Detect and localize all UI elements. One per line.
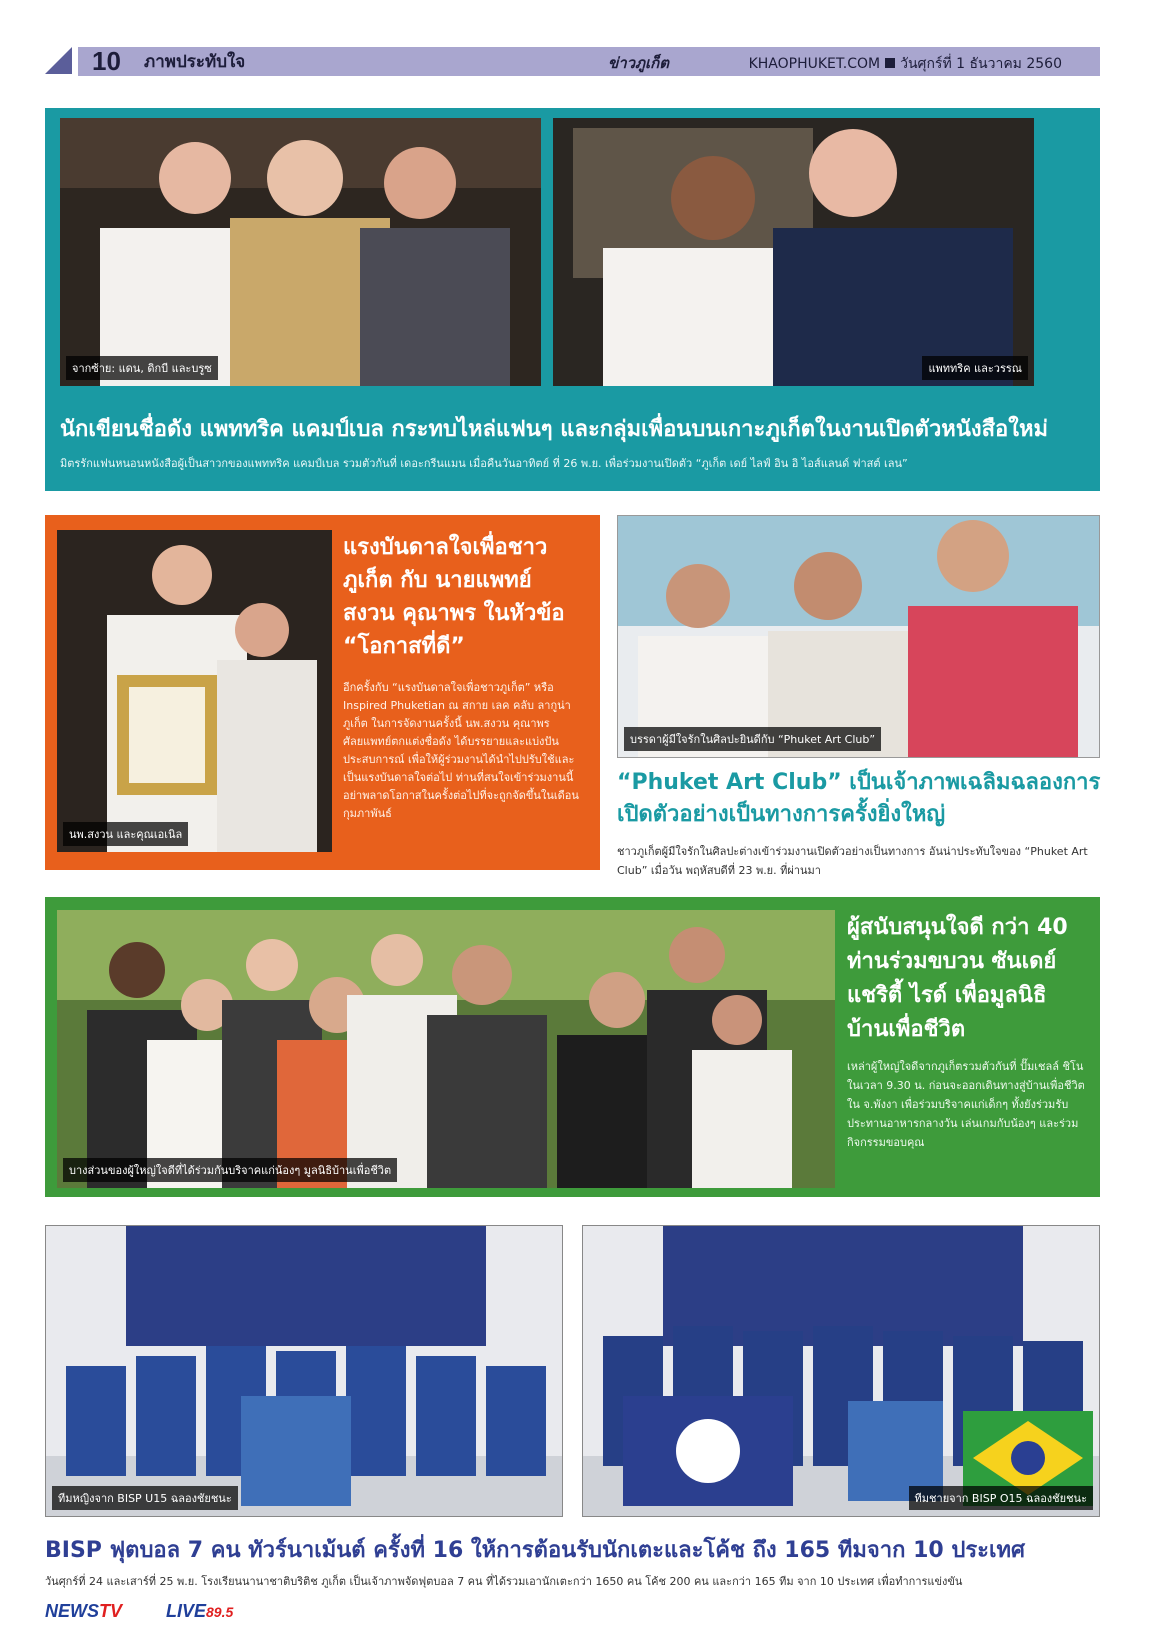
story-body: อีกครั้งกับ “แรงบันดาลใจเพื่อชาวภูเก็ต” หรือ Inspired Phuketian ณ สกาย เลค คลับ ลากูน่า ภูเก็ต ในการจัดงานครั้งนี้ นพ.สงวน คุณาพร ศัลยแพทย์ตกแต่งชื่อดัง ได้บรรยายและแบ่งปันประสบการณ์ เพื่อให้ผู้ร่วมงานได้นำไปปรับใช้และเป็นแรงบันดาลใจต่อไป ท่านที่สนใจเข้าร่วมงานนี้อย่าพลาดโอกาสในครั้งต่อไปที่จะถูกจัดขึ้นในเดือนกุมภาพันธ์ (343, 681, 579, 820)
site-and-date (749, 53, 1062, 75)
photo-doctor-award (57, 530, 332, 852)
photo-dan-digby-bruce (60, 118, 541, 386)
header-corner-mark (45, 47, 72, 74)
photo-caption: บรรดาผู้มีใจรักในศิลปะยินดีกับ “Phuket Art Club” (624, 727, 881, 751)
site-url[interactable]: KHAOPHUKET.COM (748, 56, 881, 72)
photo-people-illustration (618, 516, 1100, 758)
photo-people-illustration (60, 118, 541, 386)
photo-caption: ทีมหญิงจาก BISP U15 ฉลองชัยชนะ (52, 1486, 238, 1510)
photo-girls-team (45, 1225, 563, 1517)
story-charity-ride (45, 897, 1100, 1197)
news-tv-logo-news: NEWS (45, 1601, 99, 1621)
photo-boys-team (582, 1225, 1100, 1517)
issue-date: วันศุกร์ที่ 1 ธันวาคม 2560 (900, 56, 1062, 72)
photo-people-illustration (57, 530, 332, 852)
photo-charity-supporters (57, 910, 835, 1188)
story-body: ชาวภูเก็ตผู้มีใจรักในศิลปะต่างเข้าร่วมงานเปิดตัวอย่างเป็นทางการ อันน่าประทับใจของ “Phuket Art Club” เมื่อวัน พฤหัสบดีที่ 23 พ.ย. ที่ผ่านมา (617, 845, 1088, 877)
story-headline: นักเขียนชื่อดัง แพททริค แคมป์เบล กระทบไหล่แฟนๆ และกลุ่มเพื่อนบนเกาะภูเก็ตในงานเปิดตัวหนังสือใหม่ (60, 417, 1048, 442)
photo-team-illustration (583, 1226, 1100, 1517)
newspaper-logo: ข่าวภูเก็ต (608, 54, 669, 72)
photo-caption: ทีมชายจาก BISP O15 ฉลองชัยชนะ (909, 1486, 1093, 1510)
photo-caption: จากซ้าย: แดน, ดิกบี และบรูซ (66, 356, 218, 380)
story-headline: ผู้สนับสนุนใจดี กว่า 40 ท่านร่วมขบวน ซันเดย์ แชริตี้ ไรด์ เพื่อมูลนิธิบ้านเพื่อชีวิต (847, 915, 1068, 1042)
story-body: วันศุกร์ที่ 24 และเสาร์ที่ 25 พ.ย. โรงเรียนนานาชาติบริติช ภูเก็ต เป็นเจ้าภาพจัดฟุตบอล 7 คน ที่ได้รวมเอานักเตะกว่า 1650 คน โค้ช 200 คน และกว่า 165 ทีม จาก 10 ประเทศ เพื่อทำการแข่งขัน (45, 1575, 963, 1588)
photo-caption: นพ.สงวน และคุณเอเนิล (63, 822, 188, 846)
news-tv-logo-tv: TV (99, 1601, 123, 1621)
story-body: เหล่าผู้ใหญ่ใจดีจากภูเก็ตรวมตัวกันที่ ปั๊มเชลล์ ชิโน ในเวลา 9.30 น. ก่อนจะออกเดินทางสู่บ้านเพื่อชีวิตใน จ.พังงา เพื่อร่วมบริจาคแก่เด็กๆ ทั้งยังร่วมรับประทานอาหารกลางวัน เล่นเกมกับน้องๆ และร่วมกิจกรรมขอบคุณ (847, 1060, 1085, 1149)
section-title: ภาพประทับใจ (144, 52, 246, 72)
page-number: 10 (92, 46, 121, 76)
photo-people-illustration (553, 118, 1034, 386)
live-radio-logo-frequency: 89.5 (206, 1604, 234, 1620)
photo-patrick-wan (553, 118, 1034, 386)
photo-art-club (617, 515, 1100, 758)
separator-square-icon (885, 58, 895, 68)
story-headline: BISP ฟุตบอล 7 คน ทัวร์นาเม้นต์ ครั้งที่ 16 ให้การต้อนรับนักเตะและโค้ช ถึง 165 ทีมจาก 10 ประเทศ (45, 1538, 1025, 1563)
news-tv-logo (45, 1601, 122, 1622)
photo-caption: แพททริค และวรรณ (922, 356, 1028, 380)
page-header (78, 47, 1100, 76)
live-radio-logo-live: LIVE (166, 1601, 207, 1621)
photo-people-illustration (57, 910, 835, 1188)
story-headline: “Phuket Art Club” เป็นเจ้าภาพเฉลิมฉลองการเปิดตัวอย่างเป็นทางการครั้งยิ่งใหญ่ (617, 770, 1101, 827)
photo-caption: บางส่วนของผู้ใหญ่ใจดีที่ได้ร่วมกันบริจาคแก่น้องๆ มูลนิธิบ้านเพื่อชีวิต (63, 1158, 397, 1182)
story-body: มิตรรักแฟนหนอนหนังสือผู้เป็นสาวกของแพททริค แคมป์เบล รวมตัวกันที่ เดอะกรีนแมน เมื่อคืนวันอาทิตย์ ที่ 26 พ.ย. เพื่อร่วมงานเปิดตัว “ภูเก็ต เดย์ ไลฟ์ อิน อิ ไอส์แลนด์ ฟาสต์ เลน” (60, 457, 908, 470)
story-headline: แรงบันดาลใจเพื่อชาวภูเก็ต กับ นายแพทย์สงวน คุณาพร ในหัวข้อ “โอกาสที่ดี” (343, 535, 565, 659)
live-radio-logo (166, 1601, 233, 1622)
photo-team-illustration (46, 1226, 563, 1517)
story-inspired-phuketian (45, 515, 600, 870)
story-book-launch (45, 108, 1100, 491)
